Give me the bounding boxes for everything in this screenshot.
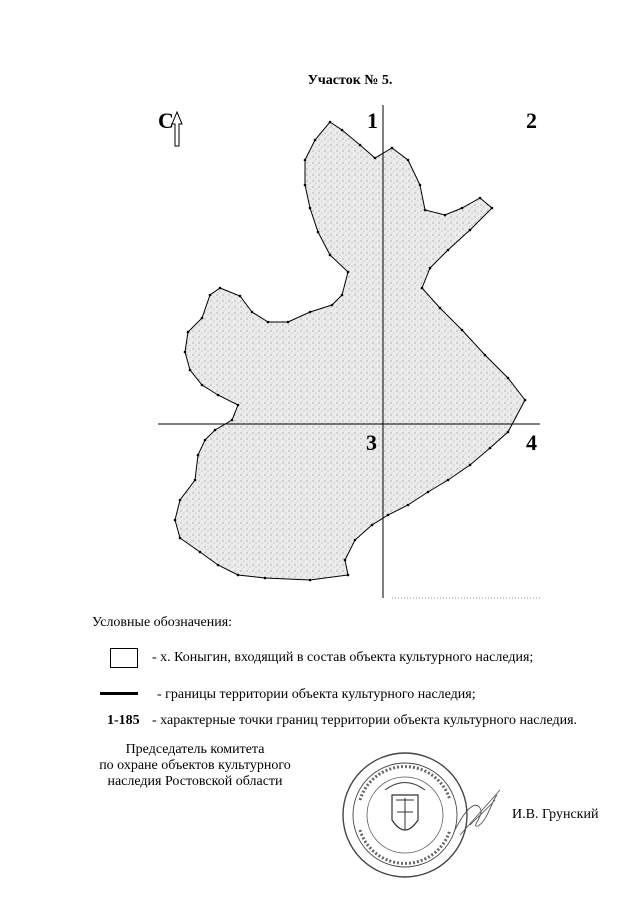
territory-polygon xyxy=(175,122,525,580)
legend-text-settlement: - х. Коныгин, входящий в состав объекта культурного наследия; xyxy=(152,650,534,665)
quadrant-4-label: 4 xyxy=(526,430,537,455)
legend-text-points: - характерные точки границ территории объекта культурного наследия. xyxy=(152,713,578,728)
legend-heading: Условные обозначения: xyxy=(92,615,233,630)
page-title: Участок № 5. xyxy=(307,73,393,88)
north-label: С xyxy=(158,108,174,133)
legend-swatch-boundary xyxy=(100,692,138,695)
signature-scribble xyxy=(455,790,500,835)
signatory-title xyxy=(80,742,310,790)
signatory-title-line-2: по охране объектов культурного xyxy=(99,758,291,773)
quadrant-1-label: 1 xyxy=(367,108,378,133)
official-seal-icon xyxy=(343,753,467,877)
signatory-title-line-3: наследия Ростовской области xyxy=(107,774,283,789)
legend-text-boundary: - границы территории объекта культурного наследия; xyxy=(157,687,476,702)
signatory-title-line-1: Председатель комитета xyxy=(125,742,265,757)
quadrant-3-label: 3 xyxy=(366,430,377,455)
legend-swatch-points: 1-185 xyxy=(107,713,140,728)
legend-swatch-settlement xyxy=(110,648,138,668)
signatory-name: И.В. Грунский xyxy=(512,807,599,822)
quadrant-2-label: 2 xyxy=(526,108,537,133)
